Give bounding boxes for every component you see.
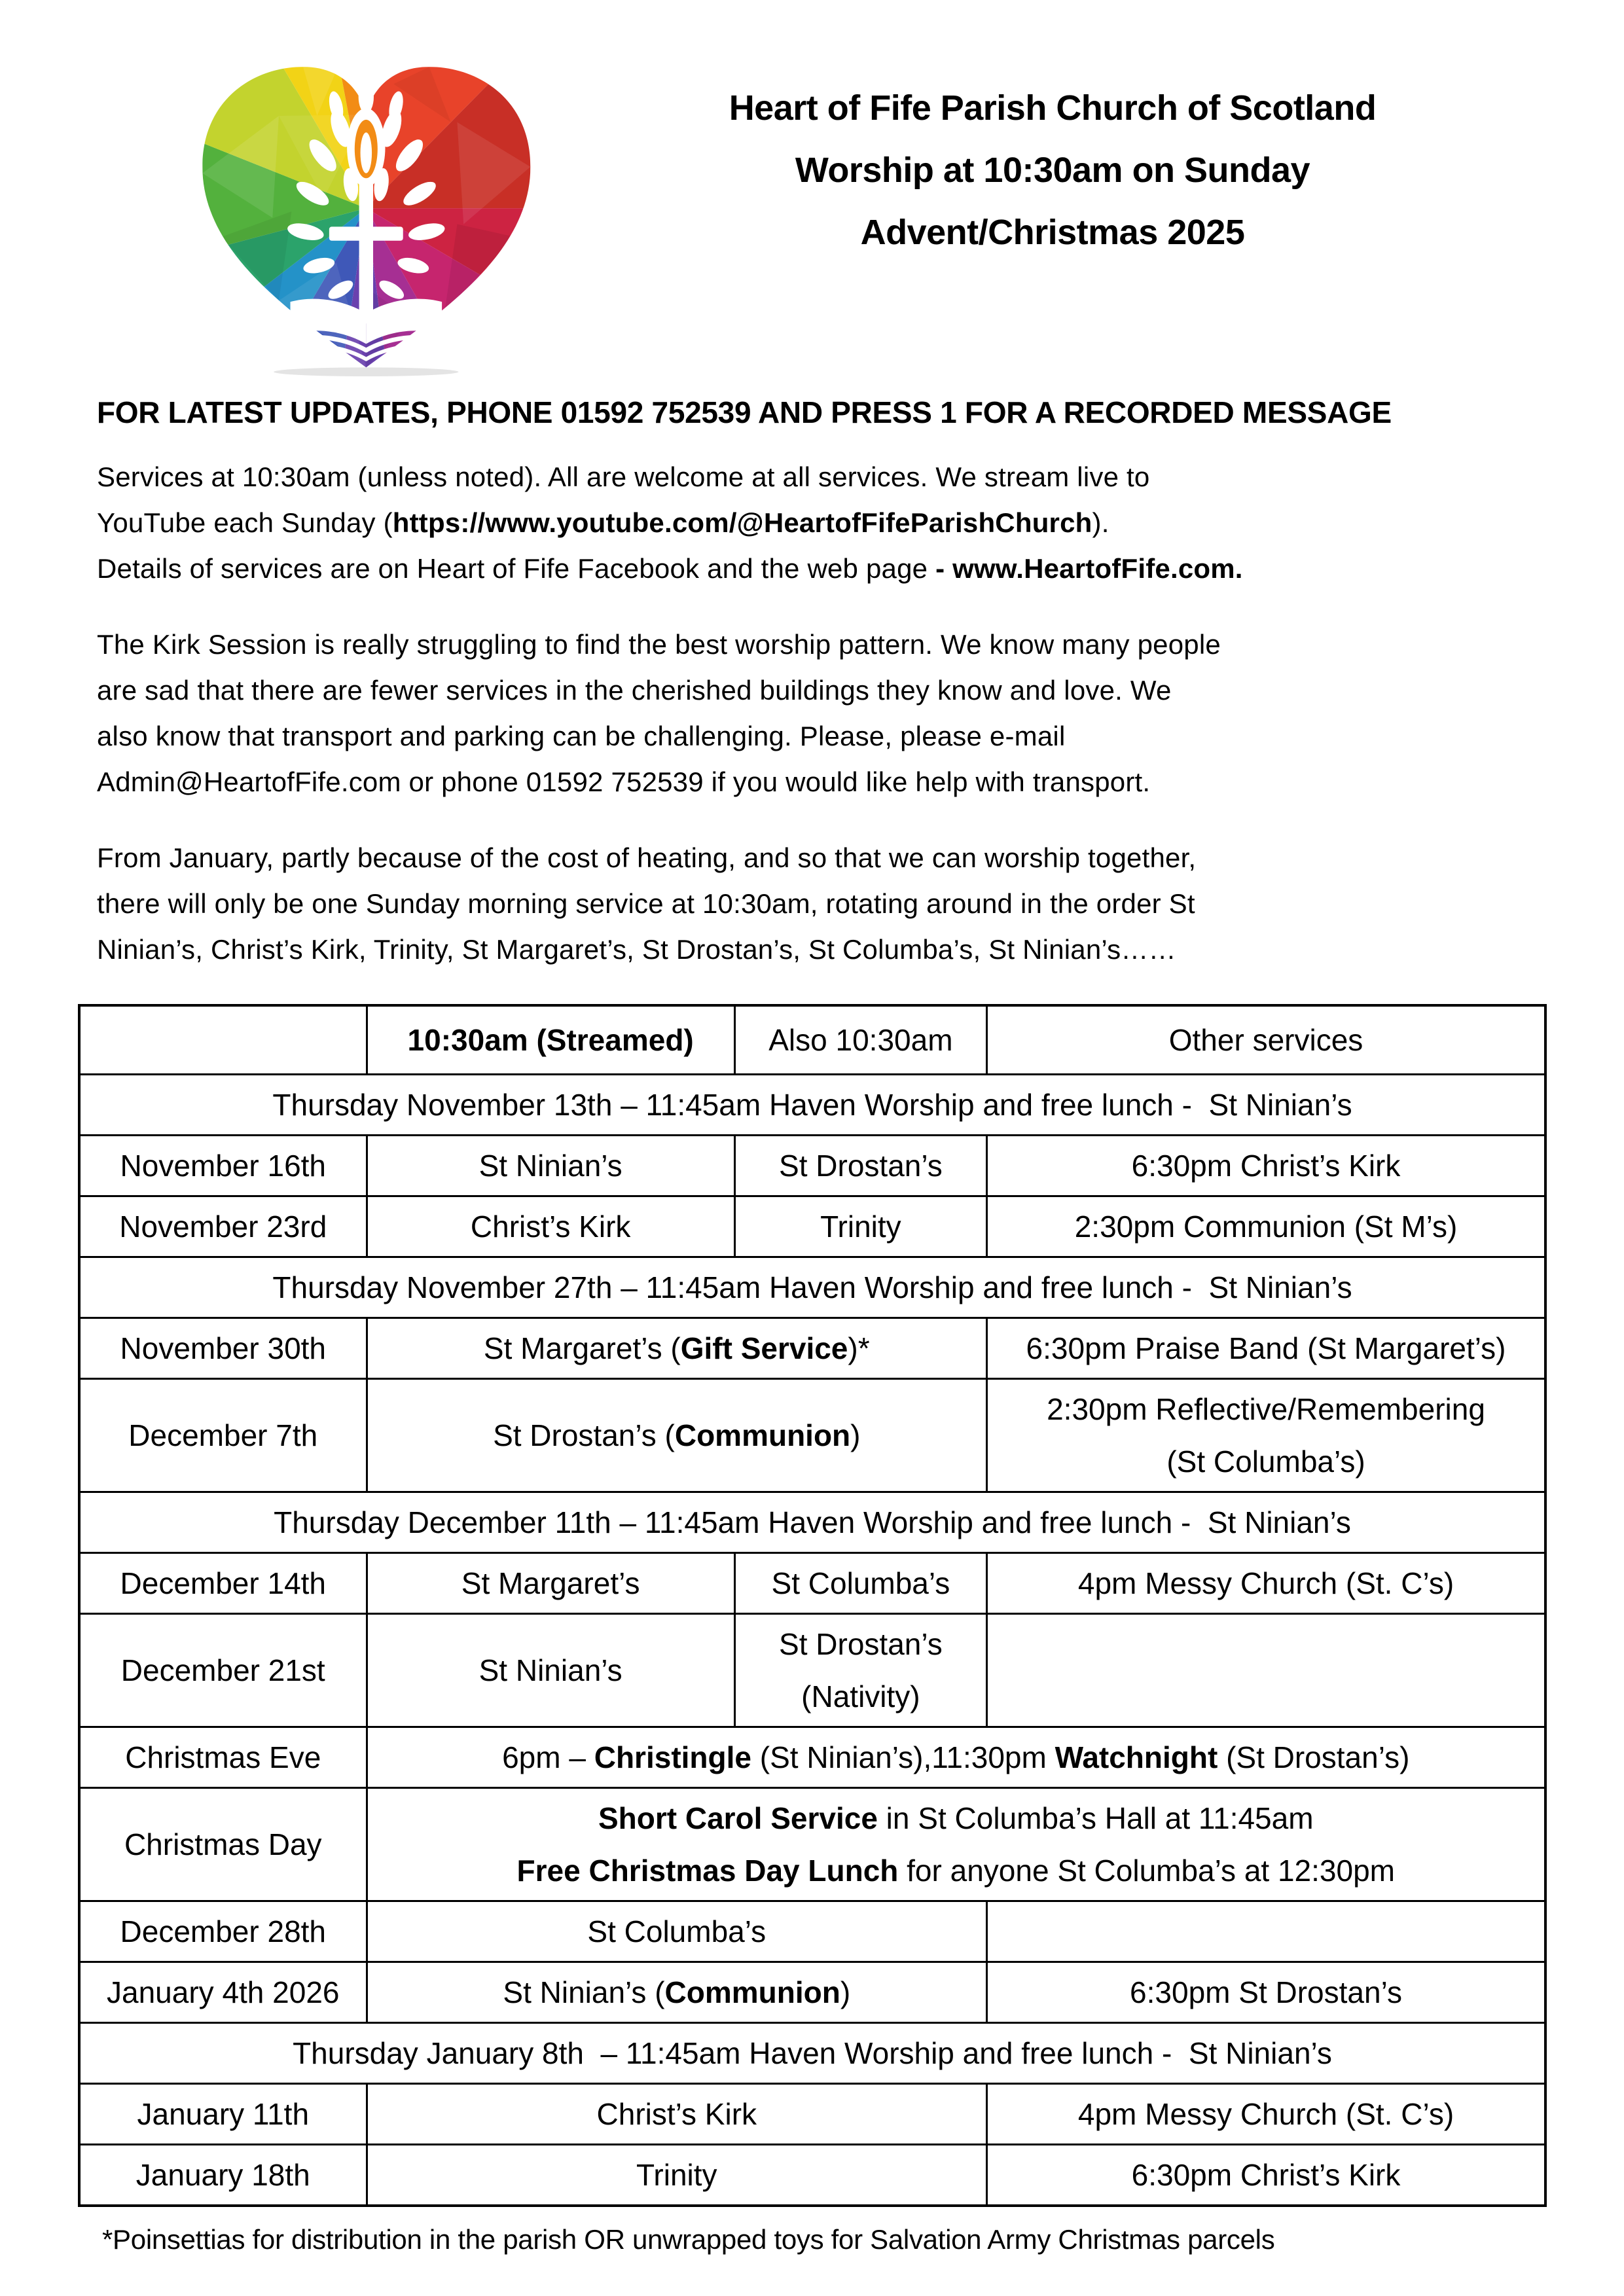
paragraph <box>97 835 1532 973</box>
table-cell <box>367 1196 734 1257</box>
table-cell <box>79 1318 367 1379</box>
cell-line: December 21st <box>120 1653 325 1687</box>
cell-line: St Drostan’s (Communion) <box>493 1418 861 1452</box>
table-cell <box>367 2145 987 2206</box>
paragraph <box>97 454 1532 592</box>
banner-cell: Thursday November 13th – 11:45am Haven Worship and free lunch - St Ninian’s <box>79 1075 1545 1136</box>
table-row <box>79 1318 1545 1379</box>
paragraph-line: also know that transport and parking can be challenging. Please, please e-mail <box>97 721 1066 751</box>
table-cell <box>367 1136 734 1196</box>
flame-leaf-core <box>355 120 378 179</box>
table-cell <box>79 1196 367 1257</box>
cell-line: St Drostan’s <box>779 1149 943 1183</box>
cell-line: 6:30pm St Drostan’s <box>1130 1975 1402 2009</box>
table-cell <box>367 1318 987 1379</box>
table-row <box>79 1788 1545 1901</box>
table-row <box>79 2145 1545 2206</box>
header-row <box>79 1005 1545 1075</box>
cell-line: Short Carol Service in St Columba’s Hall at 11:45am <box>598 1801 1314 1835</box>
table-cell <box>367 1727 1545 1788</box>
cell-line: November 23rd <box>119 1210 327 1244</box>
cell-line: Christmas Day <box>124 1827 322 1861</box>
banner-row <box>79 1257 1545 1318</box>
table-cell <box>367 1901 987 1962</box>
cell-line: January 18th <box>135 2158 310 2192</box>
updates-notice: FOR LATEST UPDATES, PHONE 01592 752539 AND PRESS 1 FOR A RECORDED MESSAGE <box>97 395 1392 429</box>
cell-line: (St Columba’s) <box>1166 1444 1365 1479</box>
table-cell <box>987 1553 1545 1614</box>
cell-line: 2:30pm Communion (St M’s) <box>1074 1210 1458 1244</box>
cell-line: St Ninian’s <box>478 1653 623 1687</box>
paragraph-line: Admin@HeartofFife.com or phone 01592 752539 if you would like help with transport. <box>97 766 1151 797</box>
banner-cell: Thursday December 11th – 11:45am Haven Worship and free lunch - St Ninian’s <box>79 1492 1545 1553</box>
table-cell <box>987 1614 1545 1727</box>
cell-line: St Columba’s <box>587 1914 767 1948</box>
cell-line: December 14th <box>120 1566 327 1600</box>
cell-line: Free Christmas Day Lunch for anyone St Columba’s at 12:30pm <box>516 1854 1395 1888</box>
table-cell <box>79 1553 367 1614</box>
church-logo <box>183 46 540 377</box>
table-cell <box>367 1962 987 2023</box>
table-cell <box>987 1318 1545 1379</box>
table-cell <box>79 1901 367 1962</box>
table-cell <box>734 1614 986 1727</box>
table-cell <box>367 2084 987 2145</box>
footnote: *Poinsettias for distribution in the parish OR unwrapped toys for Salvation Army Christmas parcels <box>102 2224 1275 2255</box>
cell-line: November 16th <box>120 1149 327 1183</box>
cell-line: Christmas Eve <box>125 1740 321 1774</box>
banner-row <box>79 2023 1545 2084</box>
table-cell <box>79 1136 367 1196</box>
table-row <box>79 1196 1545 1257</box>
table-row <box>79 1379 1545 1492</box>
table-cell <box>734 1553 986 1614</box>
paragraph-line: Ninian’s, Christ’s Kirk, Trinity, St Margaret’s, St Drostan’s, St Columba’s, St Ninian’s…… <box>97 934 1176 965</box>
cell-line: Christ’s Kirk <box>596 2097 757 2131</box>
table-cell <box>79 2084 367 2145</box>
cell-line: Christ’s Kirk <box>470 1210 631 1244</box>
paragraph <box>97 622 1532 805</box>
column-header: Other services <box>987 1005 1545 1075</box>
table-cell <box>367 1379 987 1492</box>
table-cell <box>987 1962 1545 2023</box>
cell-line: Trinity <box>636 2158 717 2192</box>
table-cell <box>734 1136 986 1196</box>
paragraph-line: are sad that there are fewer services in the cherished buildings they know and love. We <box>97 675 1172 706</box>
cell-line: 4pm Messy Church (St. C’s) <box>1077 2097 1454 2131</box>
cell-line: 6:30pm Praise Band (St Margaret’s) <box>1026 1331 1506 1365</box>
table-cell <box>987 1196 1545 1257</box>
banner-row <box>79 1075 1545 1136</box>
cell-line: St Drostan’s <box>779 1627 943 1661</box>
table-cell <box>987 2145 1545 2206</box>
table-cell <box>734 1196 986 1257</box>
cell-line: 4pm Messy Church (St. C’s) <box>1077 1566 1454 1600</box>
table-row <box>79 1614 1545 1727</box>
title-line-3: Advent/Christmas 2025 <box>860 213 1245 252</box>
masthead <box>183 46 1565 377</box>
table-cell <box>987 1136 1545 1196</box>
column-header: Also 10:30am <box>734 1005 986 1075</box>
table-cell <box>367 1614 734 1727</box>
cell-line: December 28th <box>120 1914 327 1948</box>
table-cell <box>79 1614 367 1727</box>
cell-line: St Ninian’s <box>478 1149 623 1183</box>
cell-line: 6pm – Christingle (St Ninian’s),11:30pm Watchnight (St Drostan’s) <box>502 1740 1410 1774</box>
cell-line: January 11th <box>137 2097 310 2131</box>
table-cell <box>79 1788 367 1901</box>
title-line-2: Worship at 10:30am on Sunday <box>795 151 1310 190</box>
column-header: 10:30am (Streamed) <box>367 1005 734 1075</box>
banner-row <box>79 1492 1545 1553</box>
paragraph-line: The Kirk Session is really struggling to find the best worship pattern. We know many people <box>97 629 1221 660</box>
table-cell <box>79 1727 367 1788</box>
table-row <box>79 1962 1545 2023</box>
intro-paragraphs <box>0 454 1624 973</box>
cell-line: November 30th <box>120 1331 327 1365</box>
banner-cell: Thursday November 27th – 11:45am Haven Worship and free lunch - St Ninian’s <box>79 1257 1545 1318</box>
title-line-1: Heart of Fife Parish Church of Scotland <box>729 88 1377 128</box>
table-row <box>79 1727 1545 1788</box>
table-cell <box>79 2145 367 2206</box>
column-header <box>79 1005 367 1075</box>
cell-line: (Nativity) <box>801 1679 920 1713</box>
cell-line: St Margaret’s <box>461 1566 640 1600</box>
cell-line: 6:30pm Christ’s Kirk <box>1131 1149 1401 1183</box>
table-cell <box>79 1379 367 1492</box>
table-cell <box>367 1788 1545 1901</box>
table-cell <box>79 1962 367 2023</box>
paragraph-line: there will only be one Sunday morning service at 10:30am, rotating around in the order St <box>97 888 1195 919</box>
cell-line: St Margaret’s (Gift Service)* <box>483 1331 870 1365</box>
paragraph-line: Services at 10:30am (unless noted). All are welcome at all services. We stream live to <box>97 461 1150 492</box>
table-cell <box>987 2084 1545 2145</box>
cell-line: St Ninian’s (Communion) <box>503 1975 851 2009</box>
cell-line: December 7th <box>128 1418 318 1452</box>
cell-line: 2:30pm Reflective/Remembering <box>1047 1392 1485 1426</box>
paragraph-line: YouTube each Sunday (https://www.youtube.com/@HeartofFifeParishChurch). <box>97 507 1110 538</box>
table-row <box>79 2084 1545 2145</box>
logo-shadow <box>274 367 458 376</box>
cell-line: January 4th 2026 <box>107 1975 340 2009</box>
cell-line: St Columba’s <box>771 1566 950 1600</box>
banner-cell: Thursday January 8th – 11:45am Haven Worship and free lunch - St Ninian’s <box>79 2023 1545 2084</box>
page-title <box>540 77 1565 264</box>
table-cell <box>367 1553 734 1614</box>
cell-line: 6:30pm Christ’s Kirk <box>1131 2158 1401 2192</box>
cell-line: Trinity <box>820 1210 901 1244</box>
table-cell <box>987 1379 1545 1492</box>
table-row <box>79 1553 1545 1614</box>
table-cell <box>987 1901 1545 1962</box>
table-row <box>79 1136 1545 1196</box>
services-table <box>78 1004 1547 2207</box>
table-row <box>79 1901 1545 1962</box>
paragraph-line: Details of services are on Heart of Fife Facebook and the web page - www.HeartofFife.com. <box>97 553 1243 584</box>
paragraph-line: From January, partly because of the cost of heating, and so that we can worship together, <box>97 842 1197 873</box>
